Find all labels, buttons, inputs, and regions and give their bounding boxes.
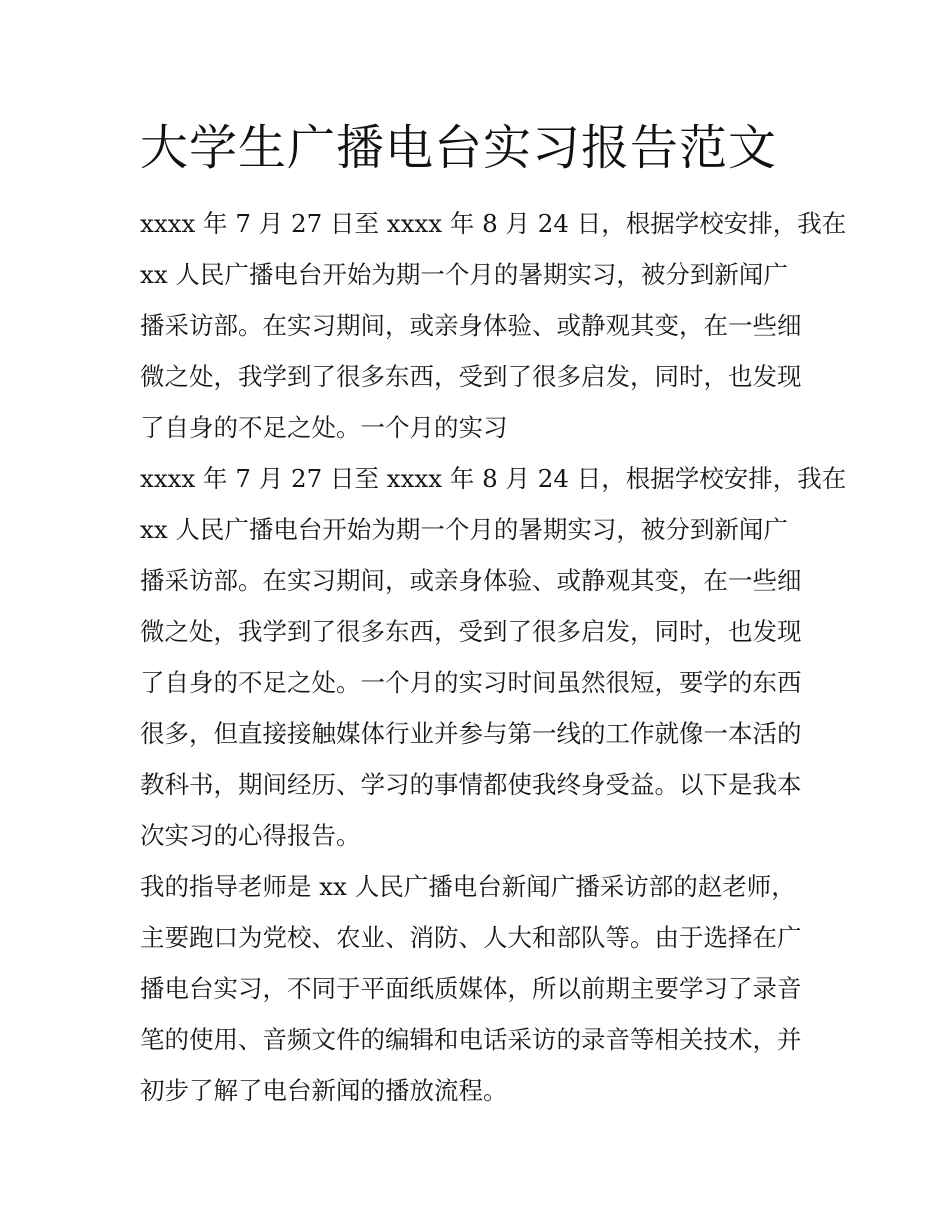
document-body [140,198,847,1116]
text-line: xx 人民广播电台开始为期一个月的暑期实习，被分到新闻广 [140,260,788,289]
text-line: 我的指导老师是 xx 人民广播电台新闻广播采访部的赵老师， [140,872,796,901]
text-line: 了自身的不足之处。一个月的实习 [140,413,508,442]
document-title: 大学生广播电台实习报告范文 [140,120,778,176]
text-line: 笔的使用、音频文件的编辑和电话采访的录音等相关技术，并 [140,1025,802,1054]
text-line: xxxx 年 7 月 27 日至 xxxx 年 8 月 24 日，根据学校安排，我在 [140,209,847,238]
text-line: 次实习的心得报告。 [140,821,361,850]
text-line: xx 人民广播电台开始为期一个月的暑期实习，被分到新闻广 [140,515,788,544]
text-line: 播电台实习，不同于平面纸质媒体，所以前期主要学习了录音 [140,974,802,1003]
text-line: 主要跑口为党校、农业、消防、人大和部队等。由于选择在广 [140,923,802,952]
text-line: xxxx 年 7 月 27 日至 xxxx 年 8 月 24 日，根据学校安排，我在 [140,464,847,493]
text-line: 初步了解了电台新闻的播放流程。 [140,1076,508,1105]
text-line: 播采访部。在实习期间，或亲身体验、或静观其变，在一些细 [140,566,802,595]
text-line: 教科书，期间经历、学习的事情都使我终身受益。以下是我本 [140,770,802,799]
text-line: 播采访部。在实习期间，或亲身体验、或静观其变，在一些细 [140,311,802,340]
text-line: 很多，但直接接触媒体行业并参与第一线的工作就像一本活的 [140,719,802,748]
text-line: 微之处，我学到了很多东西，受到了很多启发，同时，也发现 [140,362,802,391]
text-line: 微之处，我学到了很多东西，受到了很多启发，同时，也发现 [140,617,802,646]
text-line: 了自身的不足之处。一个月的实习时间虽然很短，要学的东西 [140,668,802,697]
